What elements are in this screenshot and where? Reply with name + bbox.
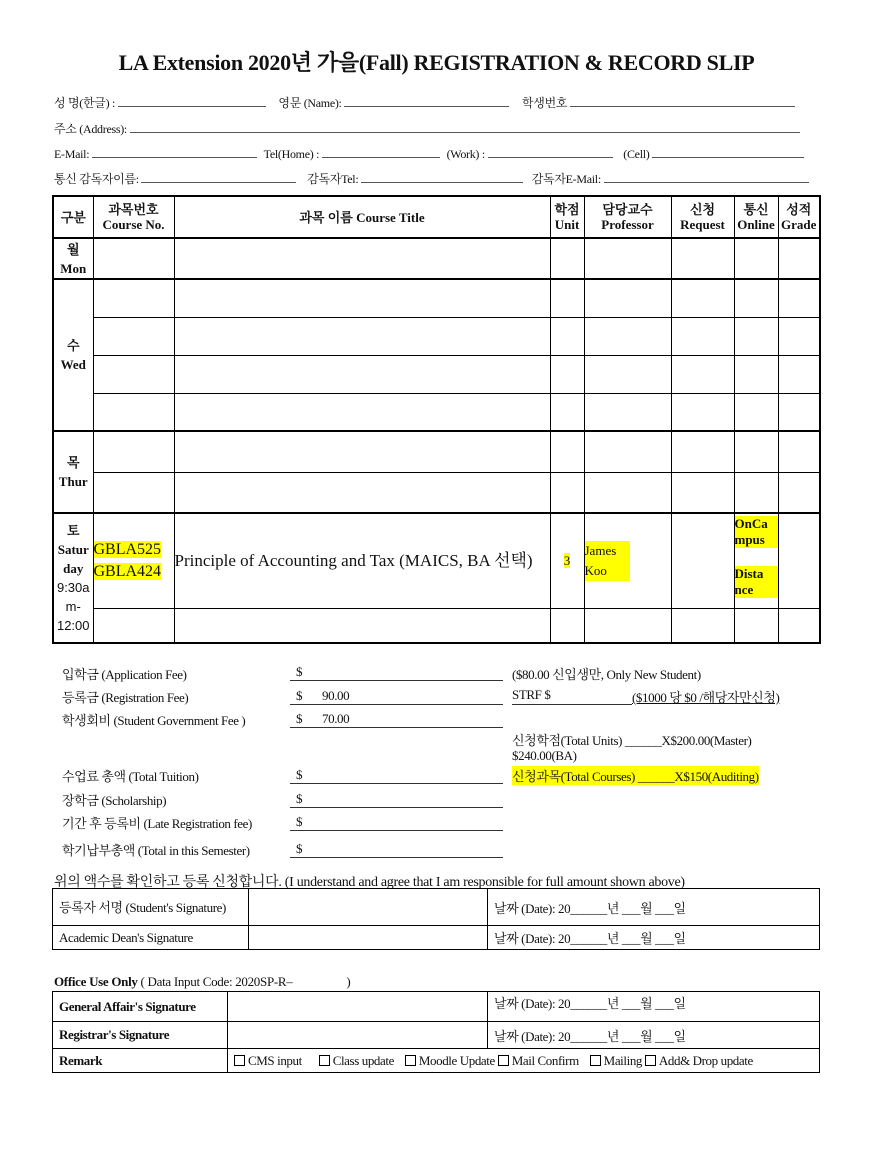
application-fee-field[interactable] xyxy=(290,680,503,681)
supervisor-email-field[interactable] xyxy=(604,171,809,183)
remark-checkboxes xyxy=(228,1049,820,1073)
table-header-row xyxy=(53,196,820,238)
table-row xyxy=(53,393,820,431)
day-thursday: 목 Thur xyxy=(53,431,93,513)
dean-signature-label: Academic Dean's Signature xyxy=(53,926,249,950)
student-id-field[interactable] xyxy=(570,95,795,107)
total-tuition-field[interactable] xyxy=(290,783,503,784)
header-unit: 학점 Unit xyxy=(550,196,584,238)
registration-fee-value: 90.00 xyxy=(322,688,350,703)
address-label: 주소 (Address): xyxy=(54,122,127,136)
cell-field[interactable] xyxy=(652,146,804,158)
header-grade: 성적 Grade xyxy=(778,196,820,238)
info-row-address xyxy=(54,120,800,137)
application-fee-label: 입학금 (Application Fee) xyxy=(62,667,187,682)
new-student-note: ($80.00 신입생만, Only New Student) xyxy=(512,667,701,682)
table-row xyxy=(53,1049,820,1073)
general-affair-label: General Affair's Signature xyxy=(53,992,228,1022)
request-cell[interactable] xyxy=(671,513,734,608)
registrar-field[interactable] xyxy=(228,1022,488,1049)
dean-signature-date[interactable]: 날짜 (Date): 20______년 ___월 ___일 xyxy=(488,926,820,950)
signature-table xyxy=(52,888,820,950)
course-table xyxy=(52,195,821,644)
strf-label: STRF $ xyxy=(512,687,551,702)
student-gov-fee-label: 학생회비 (Student Government Fee ) xyxy=(62,713,246,728)
registrar-label: Registrar's Signature xyxy=(53,1022,228,1049)
checkbox-class-update[interactable]: Class update xyxy=(319,1053,394,1068)
supervisor-name-label: 통신 감독자이름: xyxy=(54,172,139,186)
late-fee-field[interactable] xyxy=(290,830,503,831)
table-row xyxy=(53,238,820,279)
office-heading-close: ) xyxy=(346,974,351,989)
total-tuition-label: 수업료 총액 (Total Tuition) xyxy=(62,769,199,784)
day-monday: 월 Mon xyxy=(53,238,93,279)
student-gov-fee-field[interactable] xyxy=(290,727,503,728)
student-gov-fee-currency: $ xyxy=(296,711,303,726)
scholarship-field[interactable] xyxy=(290,807,503,808)
student-gov-fee-value: 70.00 xyxy=(322,711,350,726)
late-fee-currency: $ xyxy=(296,814,303,829)
tel-home-label: Tel(Home) : xyxy=(263,147,320,161)
student-signature-field[interactable] xyxy=(249,889,488,926)
table-row xyxy=(53,608,820,643)
table-row xyxy=(53,472,820,513)
strf-field[interactable] xyxy=(512,704,632,705)
email-label: E-Mail: xyxy=(54,147,90,161)
online-oncampus: OnCa mpus xyxy=(735,516,778,548)
online-cell[interactable] xyxy=(734,513,778,608)
table-row xyxy=(53,317,820,355)
remark-label: Remark xyxy=(53,1049,228,1073)
course-title: Principle of Accounting and Tax (MAICS, BA 선택) xyxy=(174,551,533,571)
supervisor-email-label: 감독자E-Mail: xyxy=(531,172,601,186)
page-title: LA Extension 2020년 가을(Fall) REGISTRATION & RECORD SLIP xyxy=(118,50,755,75)
late-fee-label: 기간 후 등록비 (Late Registration fee) xyxy=(62,816,252,831)
table-row xyxy=(53,1022,820,1049)
day-wednesday: 수 Wed xyxy=(53,279,93,431)
info-row-contact xyxy=(54,146,804,162)
professor-cell[interactable] xyxy=(584,513,671,608)
table-row xyxy=(53,279,820,317)
header-online: 통신 Online xyxy=(734,196,778,238)
total-semester-label: 학기납부총액 (Total in this Semester) xyxy=(62,843,250,858)
office-heading-bold: Office Use Only xyxy=(54,974,138,989)
course-no-1: GBLA525 xyxy=(93,540,162,558)
office-heading xyxy=(54,974,350,990)
office-heading-code: ( Data Input Code: 2020SP-R– xyxy=(140,974,293,989)
supervisor-tel-field[interactable] xyxy=(361,171,523,183)
strf-note: ($1000 당 $0 /해당자만신청) xyxy=(632,690,780,705)
table-row xyxy=(53,889,820,926)
checkbox-moodle-update[interactable]: Moodle Update xyxy=(405,1053,495,1068)
table-row xyxy=(53,431,820,472)
checkbox-mail-confirm[interactable]: Mail Confirm xyxy=(498,1053,579,1068)
cell-label: (Cell) xyxy=(623,147,650,161)
student-signature-date[interactable]: 날짜 (Date): 20______년 ___월 ___일 xyxy=(488,889,820,926)
tel-work-label: (Work) : xyxy=(446,147,485,161)
header-course-no: 과목번호 Course No. xyxy=(93,196,174,238)
day-saturday: 토 Satur day 9:30a m- 12:00 xyxy=(53,513,93,643)
registrar-date[interactable]: 날짜 (Date): 20______년 ___월 ___일 xyxy=(488,1022,820,1049)
agreement-text: 위의 액수를 확인하고 등록 신청합니다. (I understand and agree that I am responsible for full amount shown above) xyxy=(54,875,685,890)
address-field[interactable] xyxy=(130,121,800,133)
student-id-label: 학생번호 xyxy=(521,96,568,110)
checkbox-mailing[interactable]: Mailing xyxy=(590,1053,642,1068)
course-unit: 3 xyxy=(563,552,571,568)
korean-name-field[interactable] xyxy=(118,95,266,107)
info-row-name xyxy=(54,94,795,111)
grade-cell[interactable] xyxy=(778,513,820,608)
unit-cell[interactable] xyxy=(550,513,584,608)
table-row xyxy=(53,355,820,393)
general-affair-date[interactable]: 날짜 (Date): 20______년 ___월 ___일 xyxy=(488,992,820,1022)
header-professor: 담당교수 Professor xyxy=(584,196,671,238)
course-no-cell[interactable] xyxy=(93,513,174,608)
course-title-cell[interactable] xyxy=(174,513,550,608)
total-tuition-currency: $ xyxy=(296,767,303,782)
scholarship-label: 장학금 (Scholarship) xyxy=(62,793,167,808)
online-distance: Dista nce xyxy=(735,566,778,598)
supervisor-tel-label: 감독자Tel: xyxy=(307,172,359,186)
tel-work-field[interactable] xyxy=(488,146,613,158)
table-row xyxy=(53,992,820,1022)
checkbox-cms-input[interactable]: CMS input xyxy=(234,1053,302,1068)
english-name-field[interactable] xyxy=(344,95,509,107)
total-semester-field[interactable] xyxy=(290,857,503,858)
general-affair-field[interactable] xyxy=(228,992,488,1022)
header-course-title: 과목 이름 Course Title xyxy=(174,196,550,238)
course-no-2: GBLA424 xyxy=(93,562,162,580)
dean-signature-field[interactable] xyxy=(249,926,488,950)
application-fee-currency: $ xyxy=(296,664,303,679)
english-name-label: 영문 (Name): xyxy=(278,96,342,110)
registration-fee-label: 등록금 (Registration Fee) xyxy=(62,690,189,705)
table-row-saturday-course xyxy=(53,513,820,608)
supervisor-name-field[interactable] xyxy=(141,171,296,183)
table-row xyxy=(53,926,820,950)
total-units-line: 신청학점(Total Units) ______X$200.00(Master) xyxy=(512,733,752,748)
total-semester-currency: $ xyxy=(296,841,303,856)
student-signature-label: 등록자 서명 (Student's Signature) xyxy=(53,889,249,926)
course-professor: James Koo xyxy=(585,541,630,581)
total-courses-line: 신청과목(Total Courses) ______X$150(Auditing) xyxy=(512,766,759,785)
header-category: 구분 xyxy=(53,196,93,238)
ba-rate-line: $240.00(BA) xyxy=(512,748,577,763)
registration-fee-currency: $ xyxy=(296,688,303,703)
checkbox-add-drop-update[interactable]: Add& Drop update xyxy=(645,1053,753,1068)
info-row-supervisor xyxy=(54,170,809,187)
korean-name-label: 성 명(한글) : xyxy=(54,96,115,110)
scholarship-currency: $ xyxy=(296,791,303,806)
registration-fee-field[interactable] xyxy=(290,704,503,705)
email-field[interactable] xyxy=(92,146,257,158)
office-table xyxy=(52,991,820,1073)
header-request: 신청 Request xyxy=(671,196,734,238)
tel-home-field[interactable] xyxy=(322,146,440,158)
